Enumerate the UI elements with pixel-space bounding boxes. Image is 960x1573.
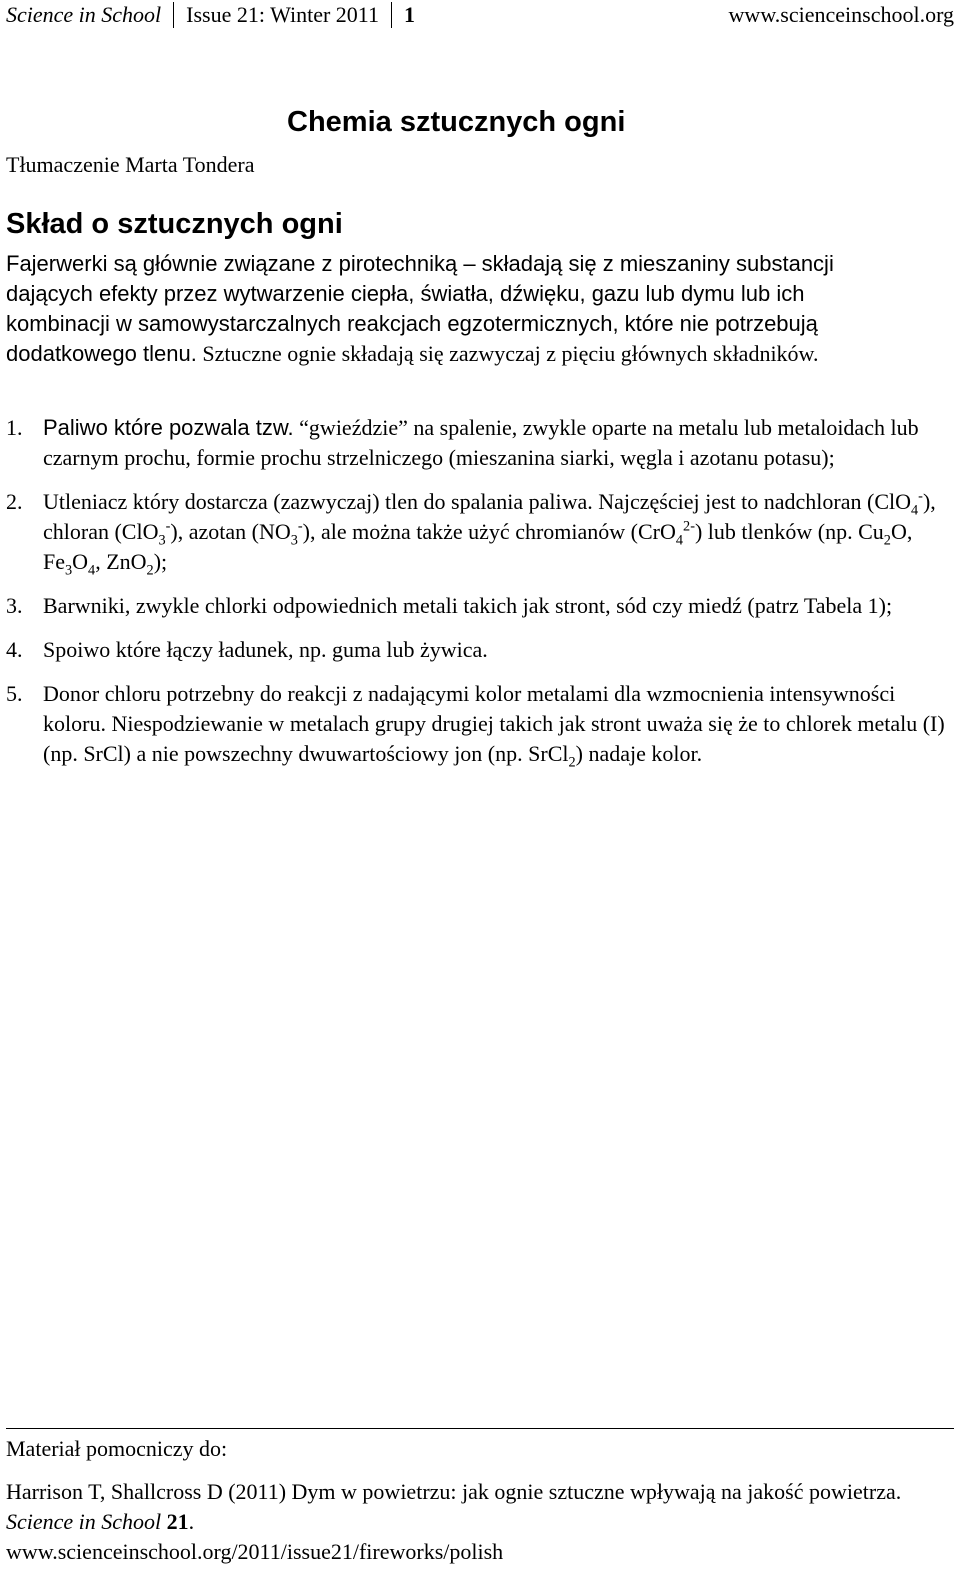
footer-label: Materiał pomocniczy do: [6,1436,228,1461]
list-item-text: Utleniacz który dostarcza (zazwyczaj) tlen do spalania paliwa. Najczęściej jest to nadchloran (ClO$_4$-), chloran (ClO$_3$-), azotan $(NO_3^-)$, ale można także użyć chromianów (CrO$_4^{2-}$) lub tlenków (np. $Cu_2O$, $Fe_3O_4$, ZnO$_2$); [43,488,936,579]
page-number: 1 [403,2,415,27]
reference-url-link[interactable]: www.scienceinschool.org/2011/issue21/fireworks/polish [6,1539,504,1564]
list-item [6,413,954,473]
footer-reference: Harrison T, Shallcross D (2011) Dym w powietrzu: jak ognie sztuczne wpływają na jakość powietrza. Science in School 21. www.scienceinschool.org/2011/issue21/fireworks/polish [6,1477,946,1567]
list-item-text: Spoiwo które łączy ładunek, np. guma lub żywica. [43,637,488,662]
reference-journal: Science in School [6,1509,162,1534]
intro-paragraph [6,249,906,369]
reference-volume: 21 [166,1509,189,1534]
issue-label: Issue 21: Winter 2011 [186,2,379,27]
list-marker: 1. [6,415,23,440]
header-divider [391,2,392,28]
list-marker: 2. [6,489,23,514]
page-title: Chemia sztucznych ogni [287,106,626,138]
list-item-text-sans: Paliwo które pozwala tzw. [43,415,294,440]
footer-divider [6,1428,954,1429]
list-item [6,487,954,577]
journal-name: Science in School [6,2,162,27]
list-item-text: Donor chloru potrzebny do reakcji z nadającymi kolor metalami dla wzmocnienia intensywności koloru. Niespodziewanie w metalach grupy drugiej takich jak stront uważa się że to chlorek metalu (I) (np. SrCl) a nie powszechny dwuwartościowy jon (np. SrCl$_2$) nadaje kolor. [43,681,945,771]
list-item [6,679,954,769]
list-item-text: Barwniki, zwykle chlorki odpowiednich metali takich jak stront, sód czy miedź (patrz Tabela 1); [43,593,893,618]
reference-text: Harrison T, Shallcross D (2011) Dym w powietrzu: jak ognie sztuczne wpływają na jakość powietrza. [6,1479,902,1504]
list-item [6,591,954,621]
components-list [6,413,954,769]
list-marker: 3. [6,593,23,618]
list-item [6,635,954,665]
intro-text-sans: Fajerwerki są głównie związane z pirotechniką – składają się z mieszaniny substancji dających efekty przez wytwarzenie ciepła, światła, dźwięku, gazu lub dymu lub ich kombinacji w samowystarczalnych reakcjach egzotermicznych, które nie potrzebują dodatkowego tlenu. [6,251,834,366]
header-divider [173,2,174,28]
translator-credit: Tłumaczenie Marta Tondera [6,152,255,177]
intro-text-serif: Sztuczne ognie składają się zazwyczaj z pięciu głównych składników. [196,341,819,366]
website-link[interactable]: www.scienceinschool.org [728,2,954,27]
page-header [6,0,954,30]
list-marker: 4. [6,637,23,662]
list-item-text: “gwieździe” na spalenie, zwykle oparte na metalu lub metaloidach lub czarnym prochu, formie prochu strzelniczego (mieszanina siarki, węgla i azotanu potasu); [43,415,919,470]
list-marker: 5. [6,681,23,706]
section-title: Skład o sztucznych ogni [6,208,343,240]
